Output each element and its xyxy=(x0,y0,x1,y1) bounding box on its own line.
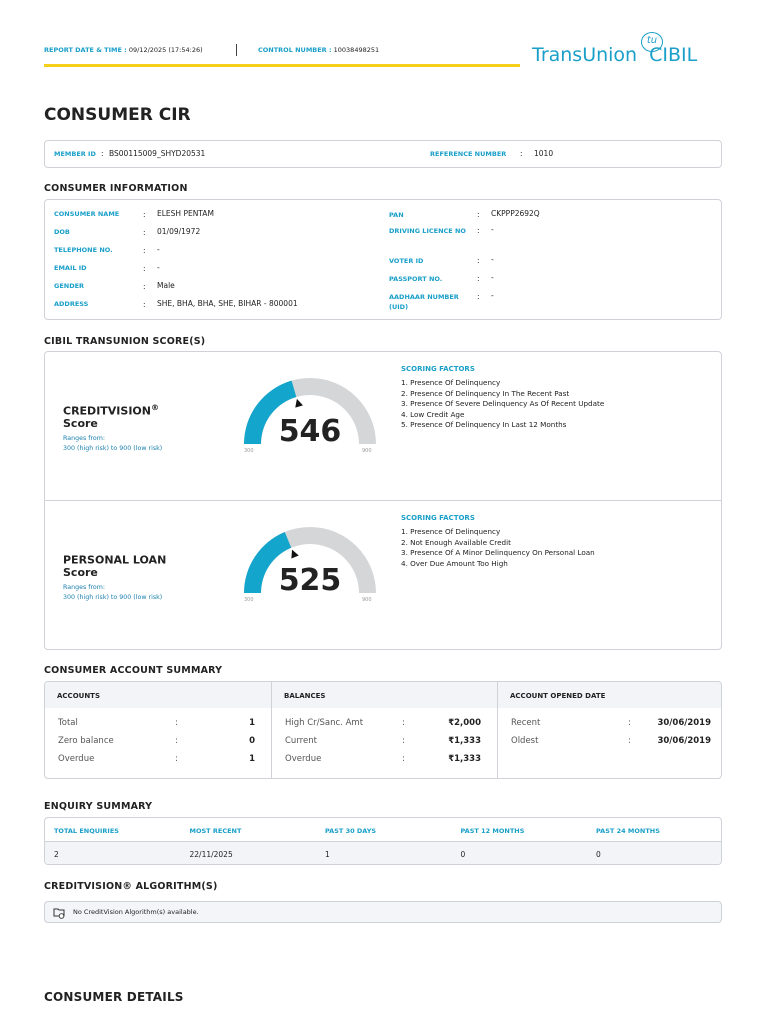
field-value: - xyxy=(157,245,160,254)
summary-key: High Cr/Sanc. Amt xyxy=(285,718,364,728)
enquiry-data-row xyxy=(45,842,721,865)
score-title xyxy=(63,402,159,430)
summary-value: 30/06/2019 xyxy=(657,718,711,728)
field-label: AADHAAR NUMBER (UID) xyxy=(389,293,459,311)
summary-value: 1 xyxy=(249,718,255,728)
score-value: 525 xyxy=(278,563,342,598)
registered-mark: ® xyxy=(150,403,159,412)
scoring-factor: 1. Presence Of Delinquency xyxy=(401,378,501,387)
enquiry-cell: 2 xyxy=(54,850,59,859)
colon: : xyxy=(477,256,480,265)
scores-heading: CIBIL TRANSUNION SCORE(S) xyxy=(44,336,206,347)
field-value: CKPPP2692Q xyxy=(491,209,540,218)
summary-value: 0 xyxy=(249,736,255,746)
member-box: MEMBER ID : BS00115009_SHYD20531 REFERENCE NUMBER : 1010 xyxy=(44,140,722,168)
summary-value: ₹2,000 xyxy=(448,718,481,728)
tu-logo-icon: tu xyxy=(641,32,663,52)
summary-value: 30/06/2019 xyxy=(657,736,711,746)
field-value: - xyxy=(491,273,494,282)
enquiry-column-header: PAST 24 MONTHS xyxy=(596,827,660,835)
control-number xyxy=(258,46,379,54)
scoring-factor: 1. Presence Of Delinquency xyxy=(401,527,501,536)
scoring-factor: 2. Not Enough Available Credit xyxy=(401,537,511,547)
score-subtitle: Score xyxy=(63,416,98,430)
consumer-info-heading: CONSUMER INFORMATION xyxy=(44,183,188,194)
column-header: ACCOUNTS xyxy=(45,682,271,708)
score-title xyxy=(63,551,166,579)
score-value: 546 xyxy=(278,414,342,449)
field-value: - xyxy=(491,255,494,264)
algorithms-heading: CREDITVISION® ALGORITHM(S) xyxy=(44,881,218,892)
colon: : xyxy=(628,718,631,728)
colon: : xyxy=(143,300,146,309)
enquiry-cell: 0 xyxy=(460,850,466,859)
enquiry-cell: 22/11/2025 xyxy=(189,850,233,859)
summary-value: 1 xyxy=(249,754,255,764)
report-date-value: 09/12/2025 (17:54:26) xyxy=(128,46,203,54)
colon: : xyxy=(175,736,178,746)
summary-key: Total xyxy=(58,718,78,728)
summary-column-balances xyxy=(271,682,497,778)
control-value: 10038498251 xyxy=(333,46,380,54)
summary-column-accounts xyxy=(45,682,271,778)
gauge-min: 300 xyxy=(244,597,254,603)
column-header: BALANCES xyxy=(272,682,497,708)
summary-key: Oldest xyxy=(511,736,539,746)
range-text: 300 (high risk) to 900 (low risk) xyxy=(63,594,163,601)
field-label: VOTER ID xyxy=(389,257,424,265)
field-label: PASSPORT NO. xyxy=(389,275,443,283)
summary-key: Current xyxy=(285,736,317,746)
scoring-factor: 3. Presence Of Severe Delinquency As Of Recent Update xyxy=(401,399,605,408)
colon: : xyxy=(477,292,480,301)
scoring-factor: 3. Presence Of A Minor Delinquency On Personal Loan xyxy=(401,548,595,557)
range-label: Ranges from: xyxy=(63,435,106,442)
range-text: 300 (high risk) to 900 (low risk) xyxy=(63,445,163,452)
colon: : xyxy=(143,282,146,291)
summary-column-opened xyxy=(497,682,722,778)
field-value: - xyxy=(491,225,494,234)
scoring-factor: 5. Presence Of Delinquency In Last 12 Months xyxy=(401,420,567,429)
control-label: CONTROL NUMBER : xyxy=(258,46,332,54)
account-summary-heading: CONSUMER ACCOUNT SUMMARY xyxy=(44,665,223,676)
algorithms-box xyxy=(44,901,722,923)
colon: : xyxy=(477,274,480,283)
folder-icon xyxy=(53,907,65,919)
score-subtitle: Score xyxy=(63,565,98,579)
score-name: CREDITVISION xyxy=(63,404,151,418)
enquiry-cell: 1 xyxy=(325,850,330,859)
field-label: CONSUMER NAME xyxy=(54,210,120,218)
consumer-details-heading: CONSUMER DETAILS xyxy=(44,990,184,1004)
page-title: CONSUMER CIR xyxy=(44,105,191,125)
field-label: GENDER xyxy=(54,282,85,290)
colon: : xyxy=(143,210,146,219)
range-label: Ranges from: xyxy=(63,584,106,591)
scoring-factors-heading: SCORING FACTORS xyxy=(401,365,475,373)
divider xyxy=(236,44,237,56)
enquiry-table xyxy=(44,817,722,865)
consumer-info-box xyxy=(44,199,722,320)
colon: : xyxy=(477,210,480,219)
enquiry-column-header: PAST 12 MONTHS xyxy=(460,827,525,835)
field-value: Male xyxy=(157,281,175,290)
algorithms-message: No CreditVision Algorithm(s) available. xyxy=(73,908,199,916)
colon: : xyxy=(477,226,480,235)
colon: : xyxy=(175,754,178,764)
enquiry-cell: 0 xyxy=(596,850,601,859)
scoring-factors-heading: SCORING FACTORS xyxy=(401,514,475,522)
divider xyxy=(45,500,721,501)
summary-value: ₹1,333 xyxy=(448,736,481,746)
summary-key: Recent xyxy=(511,718,541,728)
summary-key: Overdue xyxy=(58,754,95,764)
colon: : xyxy=(143,246,146,255)
member-id-value: BS00115009_SHYD20531 xyxy=(109,149,206,158)
field-label: EMAIL ID xyxy=(54,264,87,272)
account-summary-box xyxy=(44,681,722,779)
summary-key: Zero balance xyxy=(58,736,114,746)
gauge-max: 900 xyxy=(362,448,372,454)
colon: : xyxy=(628,736,631,746)
scoring-factor: 2. Presence Of Delinquency In The Recent Past xyxy=(401,388,570,398)
summary-key: Overdue xyxy=(285,754,322,764)
colon: : xyxy=(143,228,146,237)
field-label: PAN xyxy=(389,211,404,219)
colon: : xyxy=(175,718,178,728)
enquiry-column-header: PAST 30 DAYS xyxy=(325,827,377,835)
field-label: DRIVING LICENCE NO xyxy=(389,227,466,235)
field-label: ADDRESS xyxy=(54,300,89,308)
colon: : xyxy=(402,754,405,764)
gauge-min: 300 xyxy=(244,448,254,454)
field-value: - xyxy=(157,263,160,272)
scores-box xyxy=(44,351,722,650)
column-header: ACCOUNT OPENED DATE xyxy=(498,682,722,708)
colon: : xyxy=(402,736,405,746)
reference-label: REFERENCE NUMBER xyxy=(430,150,507,158)
report-date-label: REPORT DATE & TIME : xyxy=(44,46,127,54)
colon: : xyxy=(402,718,405,728)
field-label: DOB xyxy=(54,228,70,236)
enquiry-column-header: MOST RECENT xyxy=(189,827,242,835)
enquiry-heading: ENQUIRY SUMMARY xyxy=(44,801,153,812)
member-id-label: MEMBER ID xyxy=(54,150,96,158)
score-gauge xyxy=(0,0,768,1)
report-date xyxy=(44,46,203,54)
scoring-factor: 4. Low Credit Age xyxy=(401,409,465,419)
reference-value: 1010 xyxy=(534,149,554,158)
field-value: ELESH PENTAM xyxy=(157,209,214,218)
gauge-max: 900 xyxy=(362,597,372,603)
header-rule xyxy=(44,64,520,67)
score-name: PERSONAL LOAN xyxy=(63,553,167,567)
transunion-cibil-logo: TransUnion CIBIL xyxy=(532,44,698,66)
summary-value: ₹1,333 xyxy=(448,754,481,764)
scoring-factor: 4. Over Due Amount Too High xyxy=(401,558,508,568)
field-value: 01/09/1972 xyxy=(157,227,201,236)
enquiry-column-header: TOTAL ENQUIRIES xyxy=(54,827,119,835)
field-value: - xyxy=(491,291,494,300)
field-label: TELEPHONE NO. xyxy=(54,246,113,254)
field-value: SHE, BHA, BHA, SHE, BIHAR - 800001 xyxy=(157,299,298,308)
colon: : xyxy=(143,264,146,273)
